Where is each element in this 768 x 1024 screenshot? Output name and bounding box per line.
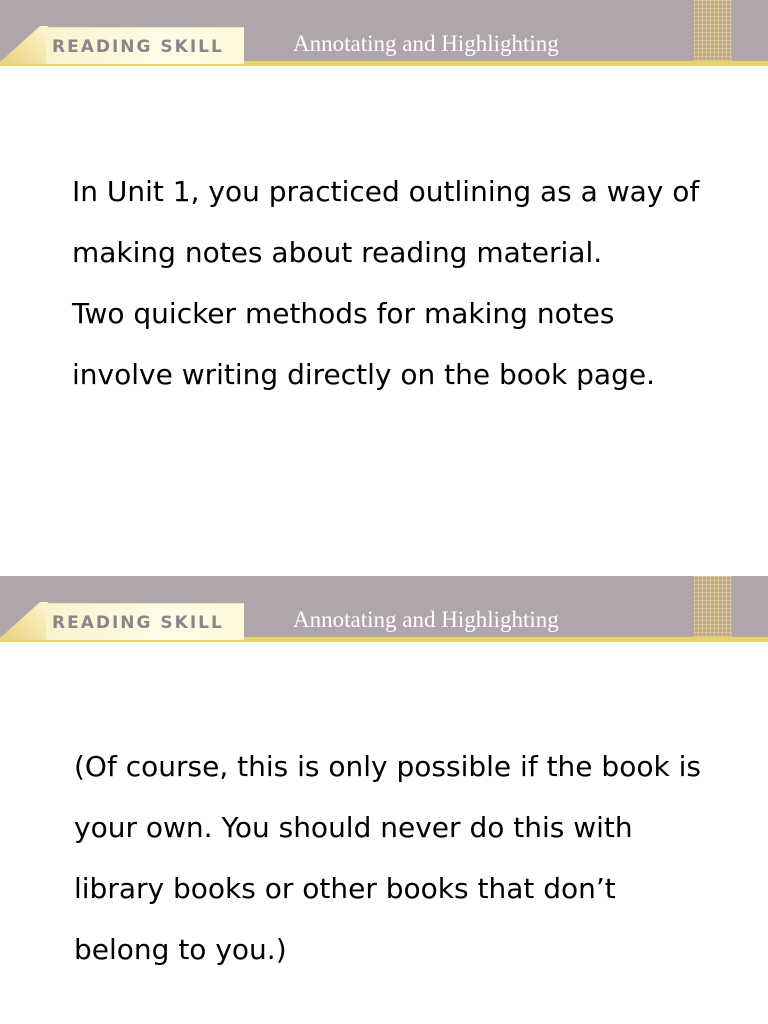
body-line: In Unit 1, you practiced outlining as a way of [72, 175, 700, 208]
slide-title: Annotating and Highlighting [293, 31, 559, 56]
slide-2 [0, 576, 768, 1024]
grid-pattern-decoration [694, 576, 732, 637]
tab-wedge-decoration [0, 602, 48, 640]
slide-body-text [74, 736, 734, 980]
body-line: making notes about reading material. [72, 236, 603, 269]
body-line: (Of course, this is only possible if the book is [74, 750, 701, 783]
section-tab-label: READING SKILL [52, 37, 224, 57]
body-line: Two quicker methods for making notes [72, 297, 615, 330]
body-line: your own. You should never do this with [74, 811, 633, 844]
slide-separator [0, 512, 768, 576]
body-line: belong to you.) [74, 933, 287, 966]
tab-wedge-decoration [0, 26, 48, 64]
slide-title: Annotating and Highlighting [293, 607, 559, 632]
grid-pattern-decoration [694, 0, 732, 61]
body-line: library books or other books that don’t [74, 872, 616, 905]
section-tab-label: READING SKILL [52, 613, 224, 633]
slide-body-text [72, 161, 732, 405]
body-line: involve writing directly on the book page. [72, 358, 655, 391]
